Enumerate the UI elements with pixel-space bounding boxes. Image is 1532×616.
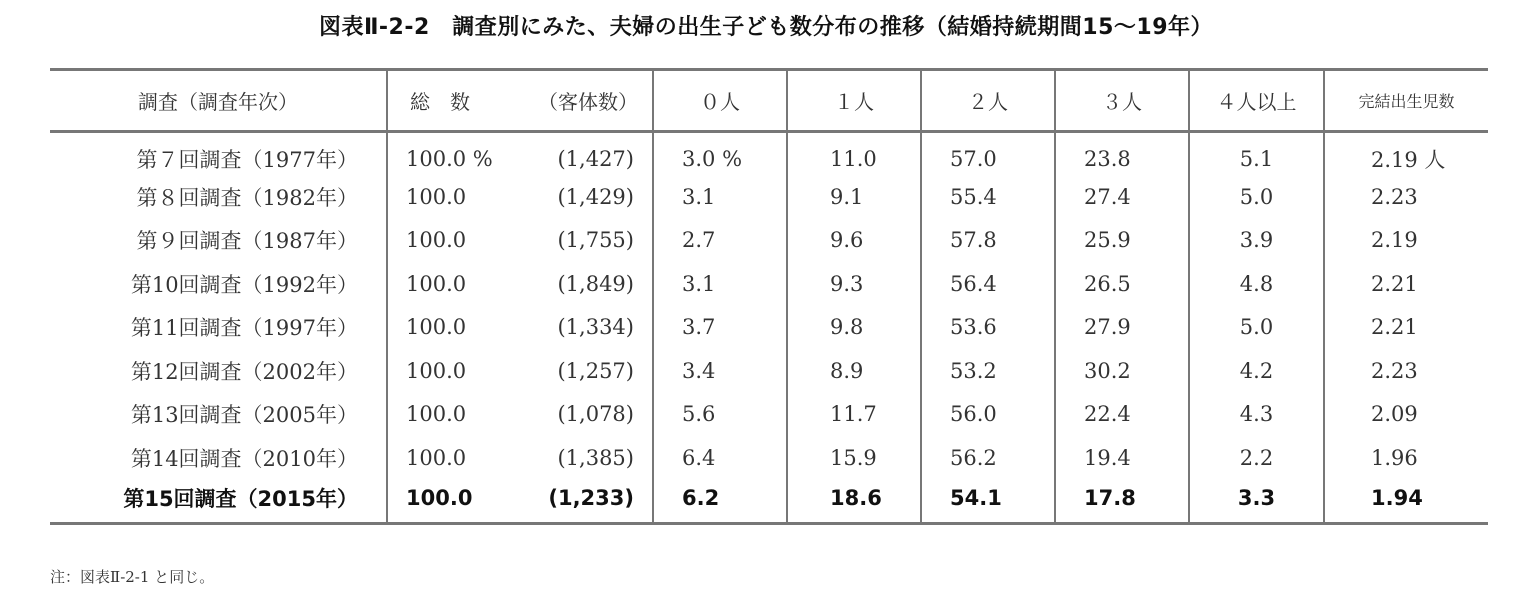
header-4plus-children: ４人以上	[1189, 70, 1324, 132]
total-cases-cell	[387, 132, 653, 176]
completed-fertility-cell: 1.94	[1324, 480, 1488, 524]
header-cases: （客体数）	[538, 90, 638, 114]
table-row	[50, 349, 1488, 393]
header-survey: 調査（調査年次）	[50, 70, 387, 132]
total-value: 100.0	[406, 358, 467, 383]
figure-title: 図表Ⅱ-2-2 調査別にみた、夫婦の出生子ども数分布の推移（結婚持続期間15～19年）	[318, 15, 1214, 40]
header-completed-fertility: 完結出生児数	[1324, 70, 1488, 132]
header-total: 総 数	[410, 90, 470, 114]
four-plus-children-cell: 4.8	[1189, 262, 1324, 306]
cases-value: (1,427)	[557, 147, 634, 171]
completed-fertility-cell: 1.96	[1324, 436, 1488, 480]
two-children-cell: 55.4	[921, 175, 1055, 219]
table-row	[50, 219, 1488, 263]
total-cases-cell	[387, 349, 653, 393]
header-1-child: １人	[787, 70, 921, 132]
one-child-cell: 8.9	[787, 349, 921, 393]
two-children-cell: 56.2	[921, 436, 1055, 480]
table-row	[50, 306, 1488, 350]
cases-value: (1,233)	[548, 485, 634, 510]
total-cases-cell	[387, 480, 653, 524]
table-row	[50, 262, 1488, 306]
survey-cell: 第10回調査（1992年）	[130, 272, 358, 297]
header-2-children: ２人	[921, 70, 1055, 132]
three-children-cell: 26.5	[1055, 262, 1189, 306]
two-children-cell: 56.0	[921, 393, 1055, 437]
header-0-children: ０人	[653, 70, 787, 132]
survey-cell: 第13回調査（2005年）	[130, 403, 358, 428]
one-child-cell: 9.6	[787, 219, 921, 263]
total-cases-cell	[387, 219, 653, 263]
total-value: 100.0	[406, 315, 467, 340]
four-plus-children-cell: 5.0	[1189, 175, 1324, 219]
total-cases-cell	[387, 175, 653, 219]
total-cases-cell	[387, 393, 653, 437]
total-value: 100.0	[406, 445, 467, 470]
completed-fertility-cell: 2.19 人	[1324, 132, 1488, 176]
table-row	[50, 132, 1488, 176]
three-children-cell: 27.4	[1055, 175, 1189, 219]
children-distribution-table	[50, 68, 1488, 525]
survey-cell: 第８回調査（1982年）	[136, 185, 358, 210]
three-children-cell: 30.2	[1055, 349, 1189, 393]
two-children-cell: 56.4	[921, 262, 1055, 306]
four-plus-children-cell: 3.9	[1189, 219, 1324, 263]
header-row	[50, 70, 1488, 132]
zero-children-cell: 6.4	[653, 436, 787, 480]
table-row	[50, 480, 1488, 524]
completed-fertility-cell: 2.19	[1324, 219, 1488, 263]
one-child-cell: 9.8	[787, 306, 921, 350]
three-children-cell: 17.8	[1055, 480, 1189, 524]
total-cases-cell	[387, 306, 653, 350]
cases-value: (1,429)	[557, 184, 634, 209]
cases-value: (1,334)	[557, 315, 634, 340]
survey-cell: 第14回調査（2010年）	[130, 446, 358, 471]
cases-value: (1,078)	[557, 402, 634, 427]
survey-cell: 第11回調査（1997年）	[130, 316, 358, 341]
total-value: 100.0	[406, 271, 467, 296]
completed-fertility-cell: 2.09	[1324, 393, 1488, 437]
completed-fertility-cell: 2.21	[1324, 306, 1488, 350]
zero-children-cell: 3.0 %	[653, 132, 787, 176]
four-plus-children-cell: 4.3	[1189, 393, 1324, 437]
four-plus-children-cell: 5.1	[1189, 132, 1324, 176]
three-children-cell: 22.4	[1055, 393, 1189, 437]
survey-cell: 第12回調査（2002年）	[130, 359, 358, 384]
three-children-cell: 19.4	[1055, 436, 1189, 480]
footnote: 注：図表Ⅱ-2-1 と同じ。	[50, 568, 215, 586]
total-value: 100.0	[406, 402, 467, 427]
zero-children-cell: 3.1	[653, 262, 787, 306]
two-children-cell: 57.8	[921, 219, 1055, 263]
zero-children-cell: 3.1	[653, 175, 787, 219]
three-children-cell: 27.9	[1055, 306, 1189, 350]
two-children-cell: 53.6	[921, 306, 1055, 350]
table-row	[50, 436, 1488, 480]
header-3-children: ３人	[1055, 70, 1189, 132]
two-children-cell: 57.0	[921, 132, 1055, 176]
zero-children-cell: 6.2	[653, 480, 787, 524]
one-child-cell: 11.0	[787, 132, 921, 176]
survey-cell: 第15回調査（2015年）	[50, 480, 387, 524]
survey-cell: 第７回調査（1977年）	[136, 148, 358, 172]
total-cases-cell	[387, 436, 653, 480]
four-plus-children-cell: 4.2	[1189, 349, 1324, 393]
total-cases-cell	[387, 262, 653, 306]
one-child-cell: 9.1	[787, 175, 921, 219]
zero-children-cell: 2.7	[653, 219, 787, 263]
one-child-cell: 9.3	[787, 262, 921, 306]
cases-value: (1,755)	[557, 228, 634, 253]
table-row	[50, 393, 1488, 437]
cases-value: (1,385)	[557, 445, 634, 470]
three-children-cell: 23.8	[1055, 132, 1189, 176]
header-total-cases	[387, 70, 653, 132]
total-value: 100.0	[406, 184, 467, 209]
cases-value: (1,849)	[557, 271, 634, 296]
one-child-cell: 18.6	[787, 480, 921, 524]
four-plus-children-cell: 2.2	[1189, 436, 1324, 480]
zero-children-cell: 5.6	[653, 393, 787, 437]
completed-fertility-cell: 2.23	[1324, 349, 1488, 393]
total-value: 100.0 %	[406, 147, 493, 171]
survey-cell: 第９回調査（1987年）	[136, 229, 358, 254]
zero-children-cell: 3.4	[653, 349, 787, 393]
completed-fertility-cell: 2.23	[1324, 175, 1488, 219]
total-value: 100.0	[406, 228, 467, 253]
four-plus-children-cell: 3.3	[1189, 480, 1324, 524]
three-children-cell: 25.9	[1055, 219, 1189, 263]
one-child-cell: 15.9	[787, 436, 921, 480]
one-child-cell: 11.7	[787, 393, 921, 437]
four-plus-children-cell: 5.0	[1189, 306, 1324, 350]
two-children-cell: 53.2	[921, 349, 1055, 393]
table-row	[50, 175, 1488, 219]
cases-value: (1,257)	[557, 358, 634, 383]
completed-fertility-cell: 2.21	[1324, 262, 1488, 306]
two-children-cell: 54.1	[921, 480, 1055, 524]
table-body	[50, 132, 1488, 524]
zero-children-cell: 3.7	[653, 306, 787, 350]
total-value: 100.0	[406, 485, 473, 510]
distribution-table-container	[50, 68, 1488, 525]
